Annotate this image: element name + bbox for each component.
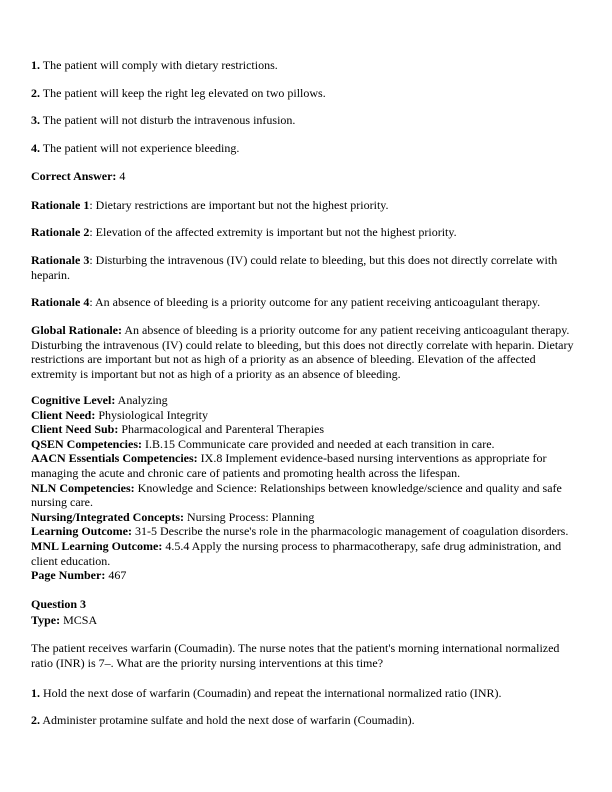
- option-text: The patient will comply with dietary restrictions.: [42, 58, 278, 72]
- meta-nln: [31, 481, 579, 510]
- meta-label: Nursing/Integrated Concepts:: [31, 509, 184, 524]
- global-rationale-label: Global Rationale:: [31, 323, 123, 337]
- option-2: [31, 86, 579, 101]
- question-heading: Question 3: [31, 597, 87, 611]
- meta-client-need: [31, 408, 579, 423]
- correct-answer-label: Correct Answer:: [31, 169, 117, 183]
- meta-nursing-concepts: [31, 510, 579, 525]
- meta-value: Analyzing: [117, 393, 168, 407]
- meta-page-number: [31, 568, 579, 583]
- option-1: [31, 58, 579, 73]
- option-number: 2.: [31, 713, 40, 727]
- meta-label: NLN Competencies:: [31, 480, 135, 495]
- meta-label: Client Need Sub:: [31, 422, 119, 437]
- meta-value: IX.8 Implement evidence-based nursing interventions as appropriate for managing the acute and chronic care of patients and promoting health across the lifespan.: [31, 451, 547, 480]
- meta-label: QSEN Competencies:: [31, 436, 142, 451]
- meta-label: Client Need:: [31, 407, 96, 422]
- q3-option-1: [31, 686, 579, 701]
- rationale-label: Rationale 2: [31, 225, 90, 239]
- rationale-1: [31, 198, 579, 213]
- meta-label: Learning Outcome:: [31, 524, 132, 539]
- option-number: 4.: [31, 141, 40, 155]
- rationale-label: Rationale 1: [31, 198, 90, 212]
- rationale-label: Rationale 4: [31, 295, 90, 309]
- option-number: 1.: [31, 686, 40, 700]
- option-text: The patient will keep the right leg elevated on two pillows.: [42, 86, 326, 100]
- meta-client-need-sub: [31, 422, 579, 437]
- option-number: 2.: [31, 86, 40, 100]
- global-rationale: [31, 323, 579, 381]
- rationale-3: [31, 253, 579, 282]
- option-number: 1.: [31, 58, 40, 72]
- meta-value: Pharmacological and Parenteral Therapies: [121, 422, 325, 437]
- rationale-4: [31, 295, 579, 310]
- type-label: Type:: [31, 613, 61, 627]
- rationale-text: : Dietary restrictions are important but not the highest priority.: [89, 198, 389, 212]
- rationale-text: : An absence of bleeding is a priority outcome for any patient receiving anticoagulant therapy.: [89, 295, 541, 309]
- meta-value: 4.5.4 Apply the nursing process to pharmacotherapy, safe drug administration, and client education.: [31, 538, 562, 568]
- meta-label: MNL Learning Outcome:: [31, 538, 163, 553]
- meta-mnl-outcome: [31, 539, 579, 568]
- q3-option-2: [31, 713, 579, 728]
- rationale-2: [31, 225, 579, 240]
- option-4: [31, 141, 579, 156]
- meta-label: Page Number:: [31, 568, 106, 583]
- rationale-text: : Elevation of the affected extremity is important but not the highest priority.: [89, 225, 457, 239]
- question-stem: The patient receives warfarin (Coumadin). The nurse notes that the patient's morning international normalized ratio (INR) is 7–. What are the priority nursing interventions at this time?: [31, 641, 560, 670]
- type-value: MCSA: [63, 613, 98, 627]
- correct-answer: [31, 169, 579, 184]
- meta-learning-outcome: [31, 524, 579, 539]
- option-3: [31, 113, 579, 128]
- question-type: [31, 613, 579, 628]
- global-rationale-text: An absence of bleeding is a priority outcome for any patient receiving anticoagulant therapy. Disturbing the intravenous (IV) could relate to bleeding, but this does not directly correlate with heparin. Dietary restrictions are important but not as high of a priority as an absence of bleeding. Elevation of the affected extremity is important but not as high of a priority as an absence of bleeding.: [31, 323, 574, 381]
- option-number: 3.: [31, 113, 40, 127]
- rationale-text: : Disturbing the intravenous (IV) could relate to bleeding, but this does not directly correlate with heparin.: [31, 253, 558, 282]
- meta-value: 467: [108, 568, 127, 583]
- meta-label: Cognitive Level:: [31, 393, 116, 407]
- meta-aacn: [31, 451, 579, 480]
- meta-cognitive-level: [31, 393, 579, 408]
- meta-value: I.B.15 Communicate care provided and needed at each transition in care.: [145, 436, 495, 451]
- option-text: The patient will not disturb the intravenous infusion.: [42, 113, 296, 127]
- meta-value: 31-5 Describe the nurse's role in the pharmacologic management of coagulation disorders.: [135, 524, 569, 539]
- meta-label: AACN Essentials Competencies:: [31, 451, 198, 466]
- option-text: Administer protamine sulfate and hold the next dose of warfarin (Coumadin).: [42, 713, 415, 727]
- question-title: [31, 597, 579, 612]
- rationale-label: Rationale 3: [31, 253, 90, 267]
- metadata-list: [31, 393, 579, 583]
- meta-value: Nursing Process: Planning: [187, 509, 315, 524]
- meta-value: Knowledge and Science: Relationships between knowledge/science and quality and safe nursing care.: [31, 480, 562, 510]
- correct-answer-value: 4: [119, 169, 126, 183]
- option-text: Hold the next dose of warfarin (Coumadin) and repeat the international normalized ratio (INR).: [43, 686, 502, 700]
- meta-qsen: [31, 437, 579, 452]
- option-text: The patient will not experience bleeding.: [42, 141, 240, 155]
- meta-value: Physiological Integrity: [98, 407, 208, 422]
